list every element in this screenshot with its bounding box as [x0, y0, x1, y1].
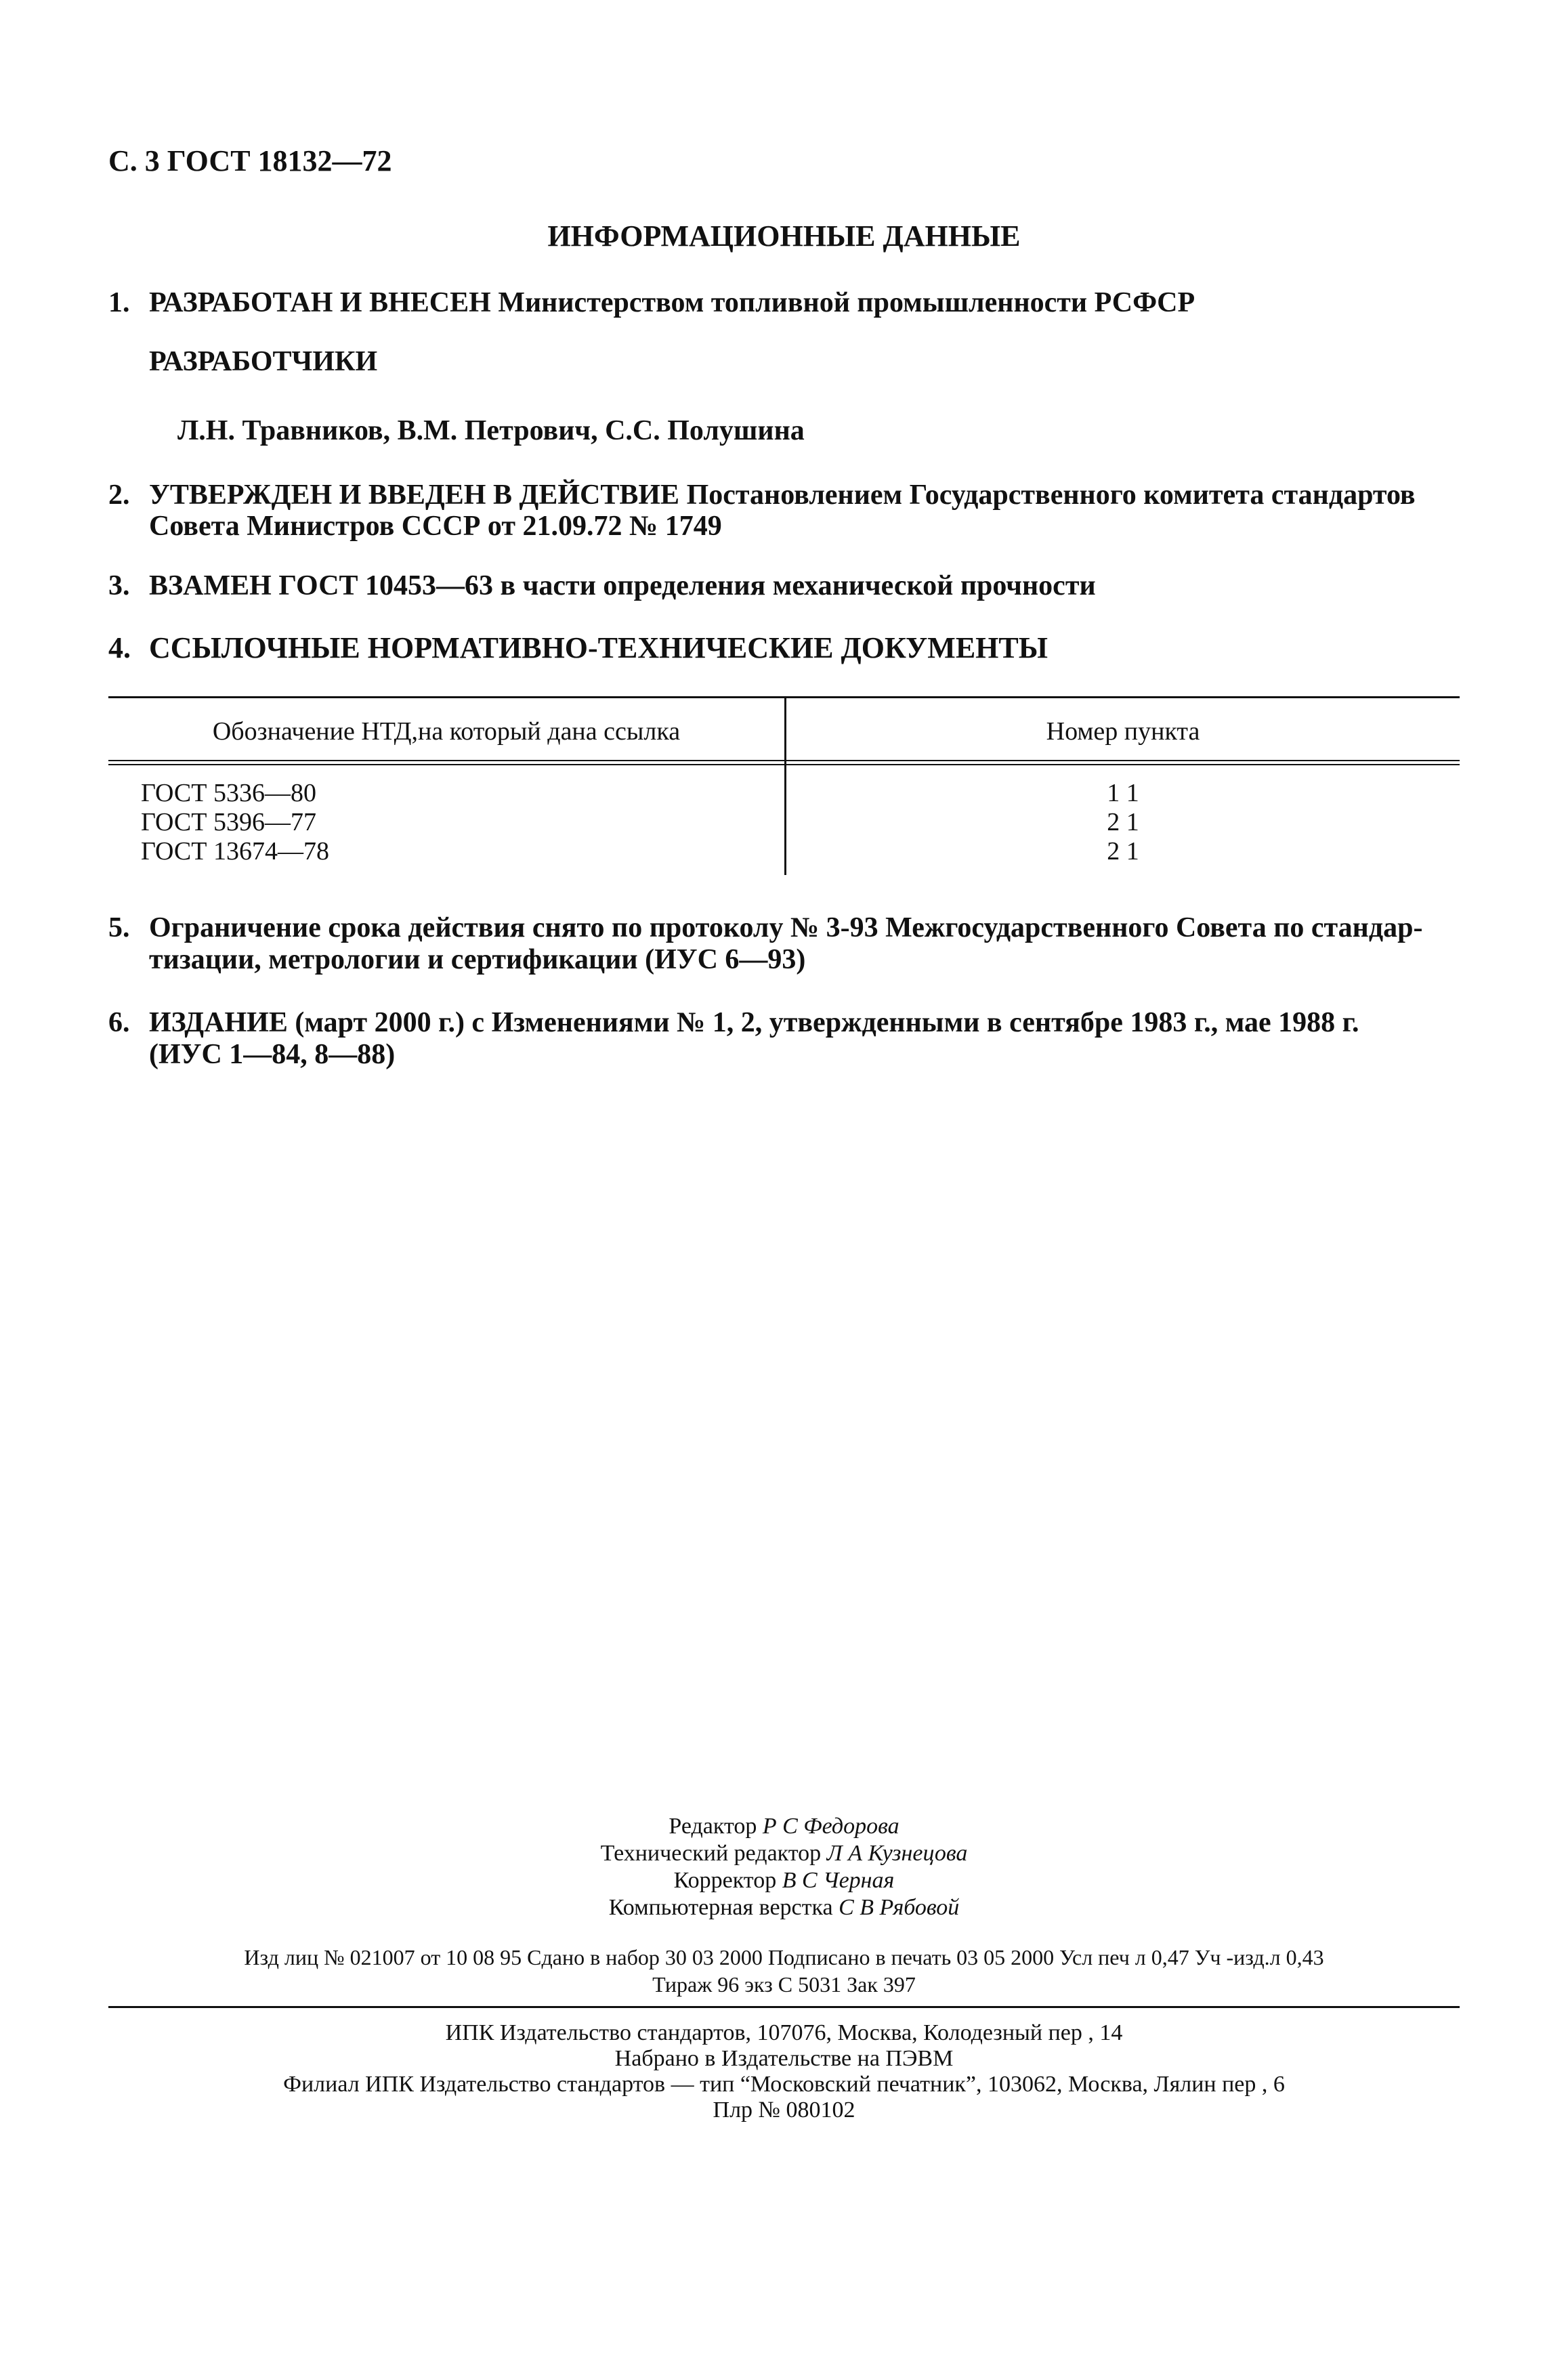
list-item-1 [108, 286, 1195, 320]
credit-proofreader: Корректор В С Черная [673, 1868, 895, 1893]
table-header-clause: Номер пункта [1046, 717, 1200, 746]
item-number: 6. [108, 1007, 130, 1038]
item-text: Министерством топливной промышленности РСФСР [490, 287, 1195, 318]
list-item-3 [108, 569, 1096, 603]
table-header-designation: Обозначение НТД,на который дана ссылка [212, 717, 681, 746]
table-row [141, 779, 316, 808]
imprint-rule [108, 2006, 1460, 2008]
item-continuation: тизации, метрологии и сертификации (ИУС 6—93) [149, 944, 806, 975]
item-number: 1. [108, 287, 130, 318]
item-lead: ВЗАМЕН ГОСТ 10453—63 [149, 570, 494, 601]
item-number: 3. [108, 570, 130, 601]
credit-layout: Компьютерная верстка С В Рябовой [608, 1895, 960, 1920]
item-text: (март 2000 г.) с Изменениями № 1, 2, утвержденными в сентябре 1983 г., мае 1988 г. [287, 1007, 1359, 1038]
table-row [141, 808, 316, 837]
item-continuation: Совета Министров СССР от 21.09.72 № 1749 [149, 511, 722, 542]
list-item-6 [108, 1006, 1359, 1040]
imprint-line-1: Изд лиц № 021007 от 10 08 95 Сдано в набор 30 03 2000 Подписано в печать 03 05 2000 Усл печ л 0,47 Уч -изд.л 0,43 [244, 1945, 1324, 1969]
publisher-line-3: Филиал ИПК Издательство стандартов — тип “Московский печатник”, 103062, Москва, Лялин пер , 6 [283, 2072, 1285, 2097]
page-header: С. 3 ГОСТ 18132—72 [108, 144, 392, 177]
table-cell-designation: ГОСТ 5396—77 [141, 808, 316, 836]
developers-list: Л.Н. Травников, В.М. Петрович, С.С. Полушина [177, 415, 805, 446]
item-number: 5. [108, 912, 130, 943]
item-number: 4. [108, 631, 131, 664]
item-text: в части определения механической прочности [493, 570, 1096, 601]
item-lead: ИЗДАНИЕ [149, 1007, 288, 1038]
item-number: 2. [108, 479, 130, 511]
list-item-4 [108, 631, 1048, 665]
list-item-2 [108, 478, 1416, 512]
developers-heading: РАЗРАБОТЧИКИ [149, 346, 378, 377]
page-title: ИНФОРМАЦИОННЫЕ ДАННЫЕ [547, 219, 1021, 253]
table-cell-clause: 2 1 [1107, 808, 1139, 836]
item-text: Постановлением Государственного комитета стандартов [679, 479, 1416, 511]
item-lead: РАЗРАБОТАН И ВНЕСЕН [149, 287, 491, 318]
credit-editor: Редактор Р С Федорова [669, 1814, 899, 1839]
table-row [141, 837, 329, 866]
item-lead: ССЫЛОЧНЫЕ НОРМАТИВНО-ТЕХНИЧЕСКИЕ ДОКУМЕНТЫ [149, 631, 1048, 664]
item-lead: УТВЕРЖДЕН И ВВЕДЕН В ДЕЙСТВИЕ [149, 479, 680, 511]
table-cell-designation: ГОСТ 5336—80 [141, 779, 316, 807]
table-cell-designation: ГОСТ 13674—78 [141, 837, 329, 866]
table-cell-clause: 1 1 [1107, 779, 1139, 807]
imprint-line-2: Тираж 96 экз С 5031 Зак 397 [652, 1972, 916, 1997]
list-item-5 [108, 911, 1422, 945]
publisher-line-1: ИПК Издательство стандартов, 107076, Москва, Колодезный пер , 14 [445, 2020, 1123, 2045]
item-text: Ограничение срока действия снято по протоколу № 3-93 Межгосударственного Совета по стандар- [149, 912, 1423, 943]
publisher-line-2: Набрано в Издательстве на ПЭВМ [614, 2046, 954, 2071]
credit-tech-editor: Технический редактор Л А Кузнецова [600, 1841, 968, 1866]
item-continuation: (ИУС 1—84, 8—88) [149, 1039, 396, 1070]
publisher-line-4: Плр № 080102 [713, 2097, 855, 2123]
table-cell-clause: 2 1 [1107, 837, 1139, 866]
